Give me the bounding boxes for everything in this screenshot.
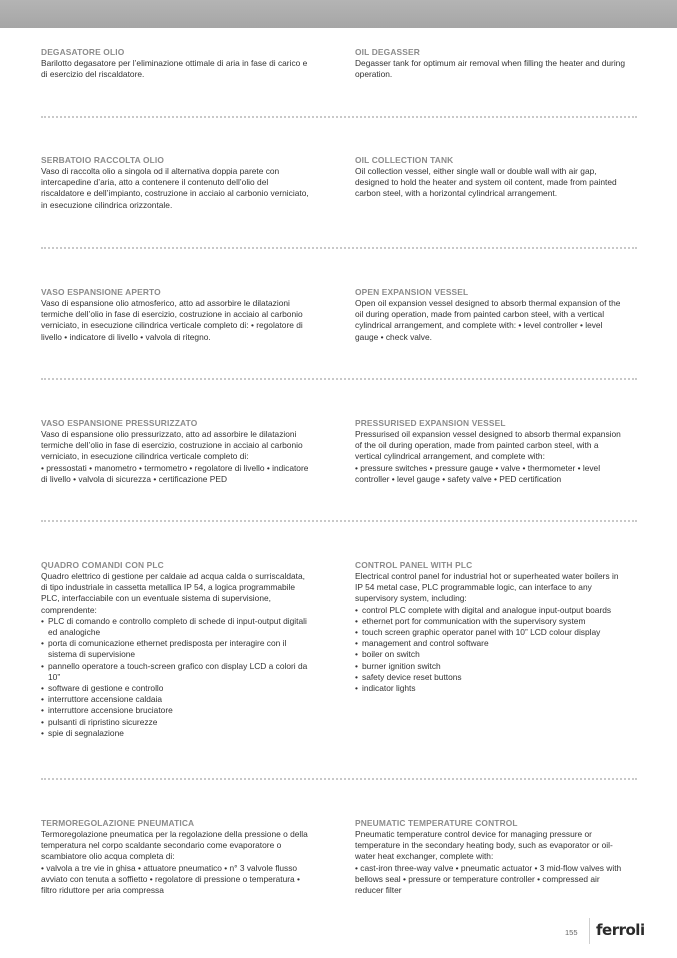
section-title-it: VASO ESPANSIONE APERTO (41, 287, 161, 297)
column-italian (41, 155, 313, 211)
paragraph: Pneumatic temperature control device for managing pressure or temperature in the secondary heating body, such as evaporator or oil-water heat exchanger, complete with: (355, 829, 613, 862)
list-item: • pulsanti di ripristino sicurezze (41, 717, 313, 728)
paragraph: • pressostati • manometro • termometro • regolatore di livello • indicatore di livello • valvola di sicurezza • certificazione PED (41, 462, 309, 484)
column-english (355, 418, 627, 485)
list-item: • pannello operatore a touch-screen grafico con display LCD a colori da 10” (41, 661, 313, 683)
paragraph: Termoregolazione pneumatica per la regolazione della pressione o della temperatura nel corpo scaldante secondario come evaporatore o scambiatore olio acqua completa di: (41, 829, 308, 862)
paragraph: • cast-iron three-way valve • pneumatic actuator • 3 mid-flow valves with bellows seal • pressure or temperature controller • compressed air reducer filter (355, 862, 622, 896)
section-title-it: DEGASATORE OLIO (41, 47, 125, 57)
paragraph: Vaso di espansione olio pressurizzato, atto ad assorbire le dilatazioni termiche dell’olio in fase di esercizio, costruzione in acciaio al carbonio verniciato, in esecuzione cilindrica verticale completo di: (41, 429, 303, 462)
section-title-it: VASO ESPANSIONE PRESSURIZZATO (41, 418, 198, 428)
column-italian (41, 560, 313, 739)
paragraph: • pressure switches • pressure gauge • valve • thermometer • level controller • level gauge • safety valve • PED certification (355, 462, 601, 484)
list-item: • spie di segnalazione (41, 728, 313, 739)
list-item: • ethernet port for communication with the supervisory system (355, 616, 627, 627)
column-english (355, 560, 627, 694)
column-english (355, 818, 627, 896)
section-title-en: OIL COLLECTION TANK (355, 155, 454, 165)
section-body-it (41, 571, 313, 616)
list-item: • PLC di comando e controllo completo di schede di input-output digitali ed analogiche (41, 616, 313, 638)
column-italian (41, 818, 313, 896)
section-title-en: PRESSURISED EXPANSION VESSEL (355, 418, 506, 428)
list-item: • porta di comunicazione ethernet predisposta per interagire con il sistema di supervisione (41, 638, 313, 660)
dotted-divider (41, 378, 637, 380)
paragraph: Vaso di espansione olio atmosferico, atto ad assorbire le dilatazioni termiche dell’olio in fase di esercizio, costruzione in acciaio al carbonio verniciato, in esecuzione cilindrica verticale completo di: • regolatore di livello • indicatore di livello • valvola di ritegno. (41, 298, 303, 342)
section-title-it: TERMOREGOLAZIONE PNEUMATICA (41, 818, 195, 828)
section-body-it (41, 58, 313, 80)
section-body-it (41, 829, 313, 896)
dotted-divider (41, 778, 637, 780)
header-bar (0, 0, 677, 28)
dotted-divider (41, 247, 637, 249)
paragraph: Barilotto degasatore per l’eliminazione ottimale di aria in fase di carico e di esercizio del riscaldatore. (41, 58, 308, 80)
section-body-en (355, 298, 627, 343)
section-title-it: SERBATOIO RACCOLTA OLIO (41, 155, 165, 165)
feature-list-en (355, 605, 627, 695)
section-title-en: OPEN EXPANSION VESSEL (355, 287, 469, 297)
dotted-divider (41, 520, 637, 522)
paragraph: Vaso di raccolta olio a singola od il alternativa doppia parete con intercapedine d’aria, atto a contenere il contenuto dell’olio del riscaldatore e dell’impianto, costruzione in acciaio al carbonio verniciato, in esecuzione cilindrica orizzontale. (41, 166, 309, 210)
section-title-en: CONTROL PANEL WITH PLC (355, 560, 473, 570)
list-item: • interruttore accensione caldaia (41, 694, 313, 705)
list-item: • indicator lights (355, 683, 627, 694)
section-body-en (355, 58, 627, 80)
section-title-it: QUADRO COMANDI CON PLC (41, 560, 164, 570)
column-italian (41, 287, 313, 343)
paragraph: Quadro elettrico di gestione per caldaie ad acqua calda o surriscaldata, di tipo industriale in cassetta metallica IP 54, a logica programmabile PLC, interfacciabile con un eventuale sistema di supervisione, comprendente: (41, 571, 305, 615)
column-english (355, 47, 627, 80)
list-item: • touch screen graphic operator panel with 10” LCD colour display (355, 627, 627, 638)
list-item: • boiler on switch (355, 649, 627, 660)
section-body-it (41, 298, 313, 343)
footer-divider (589, 918, 590, 944)
list-item: • software di gestione e controllo (41, 683, 313, 694)
list-item: • safety device reset buttons (355, 672, 627, 683)
paragraph: Pressurised oil expansion vessel designed to absorb thermal expansion of the oil during operation, made from painted carbon steel, with a vertical cylindrical arrangement, and complete with: (355, 429, 621, 462)
list-item: • management and control software (355, 638, 627, 649)
ferroli-logo: ferroli (596, 921, 645, 939)
column-italian (41, 47, 313, 80)
section-body-en (355, 429, 627, 485)
paragraph: Degasser tank for optimum air removal when filling the heater and during operation. (355, 58, 625, 80)
dotted-divider (41, 116, 637, 118)
column-english (355, 155, 627, 200)
section-body-en (355, 166, 627, 200)
column-italian (41, 418, 313, 485)
paragraph: Electrical control panel for industrial hot or superheated water boilers in IP 54 metal case, PLC programmable logic, can interface to any supervisory system, including: (355, 571, 619, 604)
list-item: • interruttore accensione bruciatore (41, 705, 313, 716)
section-title-en: PNEUMATIC TEMPERATURE CONTROL (355, 818, 518, 828)
paragraph: Open oil expansion vessel designed to absorb thermal expansion of the oil during operation, made from painted carbon steel, with a vertical cylindrical arrangement, and complete with: • level controller • level gauge • check valve. (355, 298, 621, 342)
section-body-en (355, 571, 627, 605)
feature-list-it (41, 616, 313, 739)
paragraph: • valvola a tre vie in ghisa • attuatore pneumatico • n° 3 valvole flusso avviato con tenuta a soffietto • regolatore di pressione o temperatura • filtro riduttore per aria compressa (41, 862, 300, 896)
list-item: • control PLC complete with digital and analogue input-output boards (355, 605, 627, 616)
section-body-it (41, 429, 313, 485)
list-item: • burner ignition switch (355, 661, 627, 672)
paragraph: Oil collection vessel, either single wall or double wall with air gap, designed to hold the heater and system oil content, made from painted carbon steel, with a horizontal cylindrical arrangement. (355, 166, 617, 199)
page-number: 155 (565, 928, 578, 937)
column-english (355, 287, 627, 343)
section-body-it (41, 166, 313, 211)
section-title-en: OIL DEGASSER (355, 47, 420, 57)
section-body-en (355, 829, 627, 896)
